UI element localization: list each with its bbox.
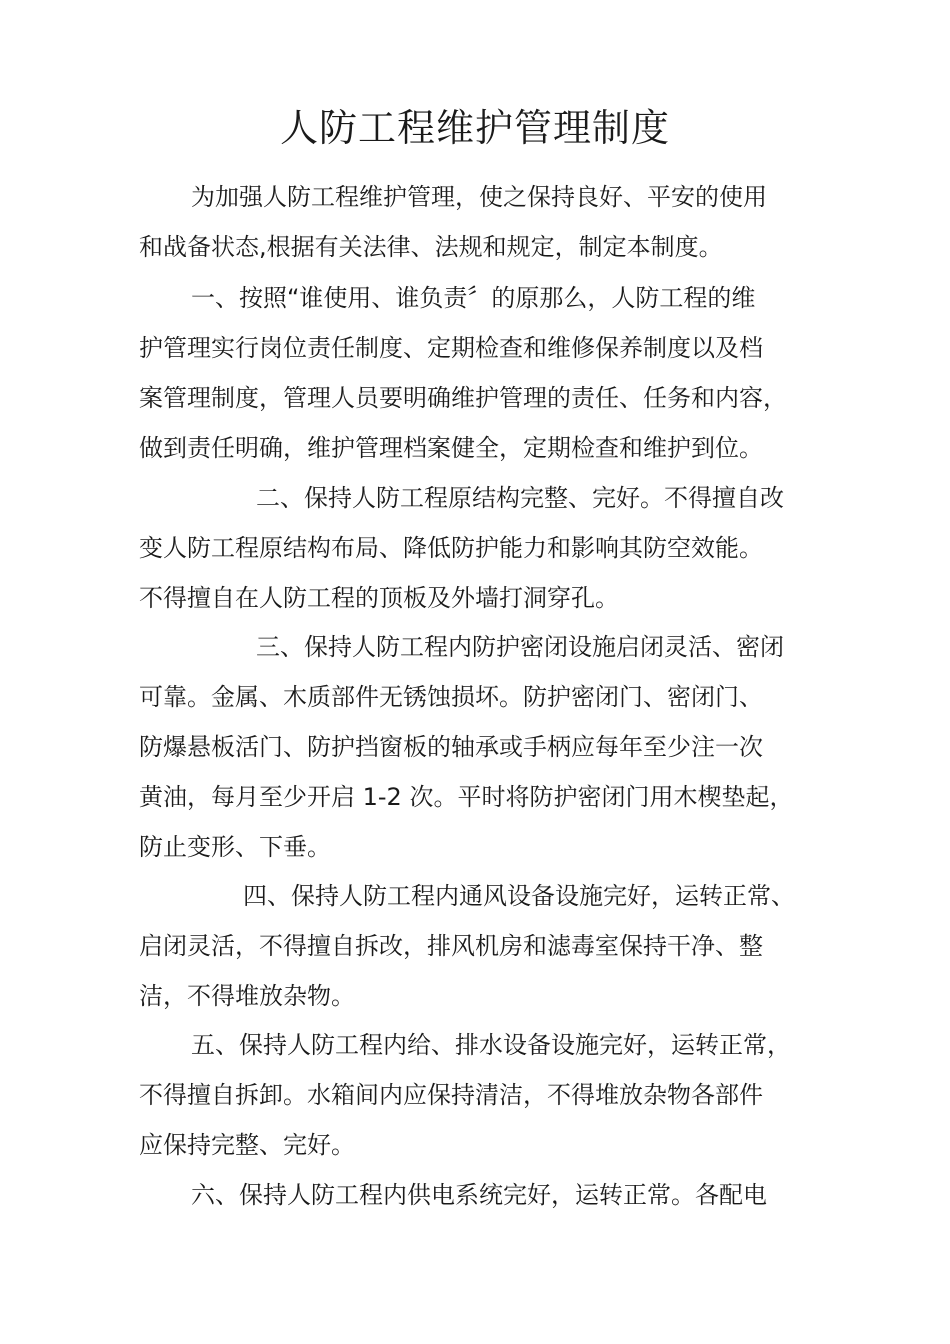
paragraph-item-1-line-3: 案管理制度，管理人员要明确维护管理的责任、任务和内容，: [139, 384, 787, 412]
paragraph-item-3-line-4: 黄油，每月至少开启 1-2 次。平时将防护密闭门用木楔垫起，: [139, 783, 794, 811]
paragraph-item-5-line-3: 应保持完整、完好。: [139, 1131, 355, 1159]
paragraph-item-2-line-2: 变人防工程原结构布局、降低防护能力和影响其防空效能。: [139, 534, 763, 562]
paragraph-item-3-line-5: 防止变形、下垂。: [139, 833, 331, 861]
document-title: 人防工程维护管理制度: [279, 106, 670, 150]
paragraph-item-4-line-3: 洁，不得堆放杂物。: [139, 982, 355, 1010]
paragraph-item-5-line-1: 五、保持人防工程内给、排水设备设施完好，运转正常，: [191, 1031, 791, 1059]
paragraph-item-3-line-3: 防爆悬板活门、防护挡窗板的轴承或手柄应每年至少注一次: [139, 733, 763, 761]
paragraph-item-1-line-4: 做到责任明确，维护管理档案健全，定期检查和维护到位。: [139, 434, 763, 462]
paragraph-item-4-line-1: 四、保持人防工程内通风设备设施完好，运转正常、: [243, 882, 795, 910]
paragraph-intro-line-1: 为加强人防工程维护管理，使之保持良好、平安的使用: [191, 183, 767, 211]
paragraph-item-4-line-2: 启闭灵活，不得擅自拆改，排风机房和滤毒室保持干净、整: [139, 932, 763, 960]
paragraph-item-1-line-2: 护管理实行岗位责任制度、定期检查和维修保养制度以及档: [139, 334, 763, 362]
paragraph-intro-line-2: 和战备状态,根据有关法律、法规和规定，制定本制度。: [139, 233, 723, 261]
paragraph-item-3-line-1: 三、保持人防工程内防护密闭设施启闭灵活、密闭: [256, 633, 784, 661]
paragraph-item-3-line-2: 可靠。金属、木质部件无锈蚀损坏。防护密闭门、密闭门、: [139, 683, 763, 711]
paragraph-item-5-line-2: 不得擅自拆卸。水箱间内应保持清洁，不得堆放杂物各部件: [139, 1081, 763, 1109]
paragraph-item-6-line-1: 六、保持人防工程内供电系统完好，运转正常。各配电: [191, 1181, 767, 1209]
paragraph-item-2-line-3: 不得擅自在人防工程的顶板及外墙打洞穿孔。: [139, 584, 619, 612]
paragraph-item-1-line-1: 一、按照“谁使用、谁负责〞的原那么，人防工程的维: [191, 284, 756, 312]
paragraph-item-2-line-1: 二、保持人防工程原结构完整、完好。不得擅自改: [256, 484, 784, 512]
